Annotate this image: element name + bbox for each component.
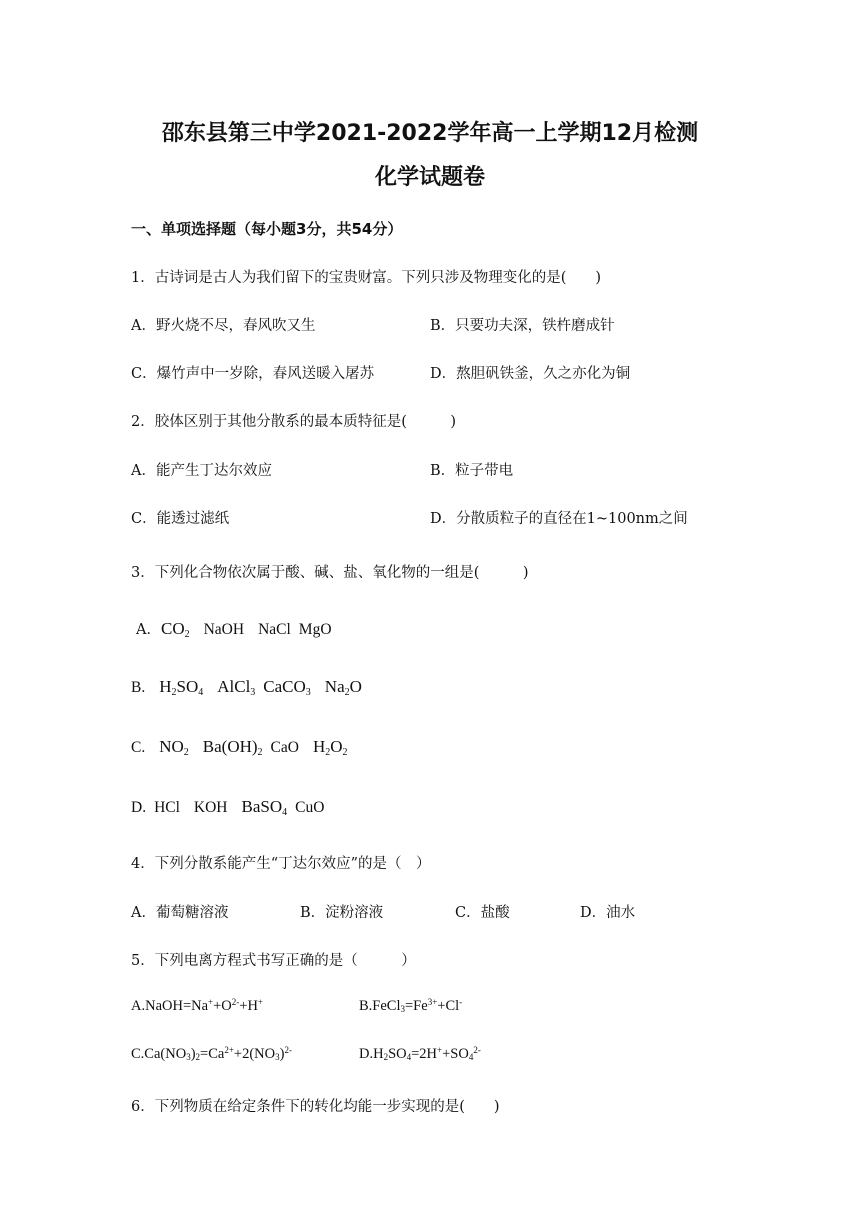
question-5-option-a: $A.NaOH=Na^++O^{2-}+H^+$ [131, 997, 263, 1014]
question-5-option-c: $C.Ca(NO_3)_2=Ca^{2+}+2(NO_3)^{2-}$ [131, 1045, 292, 1062]
question-2-option-d: D．分散质粒子的直径在1~100nm之间 [430, 511, 688, 527]
question-5-option-b: $B.FeCl_3=Fe^{3+}+Cl^-$ [359, 997, 463, 1014]
question-5-stem: 5．下列电离方程式书写正确的是（ ） [131, 953, 416, 969]
question-4-option-b: B．淀粉溶液 [300, 905, 384, 921]
question-3-option-c: C. $NO_2$ $Ba(OH)_2$ CaO $H_2O_2$ [131, 737, 348, 758]
question-3-option-a: A．$CO_2$ NaOH NaCl MgO [136, 619, 332, 640]
page-title: 邵东县第三中学2021-2022学年高一上学期12月检测 [161, 121, 699, 146]
question-2-option-a: A．能产生丁达尔效应 [131, 463, 272, 479]
option-label: C. [131, 739, 146, 756]
question-1-stem: 1．古诗词是古人为我们留下的宝贵财富。下列只涉及物理变化的是( ) [131, 270, 602, 286]
question-2-option-b: B．粒子带电 [430, 463, 514, 479]
question-4-option-d: D．油水 [580, 905, 636, 921]
question-1-option-b: B．只要功夫深，铁杵磨成针 [430, 318, 615, 334]
question-4-stem: 4．下列分散系能产生“丁达尔效应”的是（ ） [131, 856, 431, 872]
question-2-option-c: C．能透过滤纸 [131, 511, 230, 527]
page-subtitle: 化学试题卷 [374, 165, 485, 190]
question-3-option-d: D. HCl KOH BaSO$_4$ CuO [131, 797, 325, 818]
question-1-option-d: D．熬胆矾铁釜，久之亦化为铜 [430, 366, 631, 382]
question-1-option-c: C．爆竹声中一岁除，春风送暖入屠苏 [131, 366, 375, 382]
option-label: A． [136, 622, 161, 638]
question-5-option-d: $D.H_2SO_4=2H^++SO_4^{2-}$ [359, 1045, 481, 1062]
option-label: D. [131, 799, 147, 816]
question-4-option-c: C．盐酸 [455, 905, 510, 921]
question-1-option-a: A．野火烧不尽，春风吹又生 [131, 318, 316, 334]
option-label: B. [131, 679, 146, 696]
section-heading: 一、单项选择题（每小题3分，共54分） [131, 220, 403, 238]
question-2-stem: 2．胶体区别于其他分散系的最本质特征是( ) [131, 414, 457, 430]
question-4-option-a: A．葡萄糖溶液 [131, 905, 229, 921]
question-3-stem: 3．下列化合物依次属于酸、碱、盐、氧化物的一组是( ) [131, 565, 529, 581]
question-3-option-b: B. $H_2SO_4$ AlCl$_3$ CaCO$_3$ $Na_2O$ [131, 677, 362, 698]
question-6-stem: 6．下列物质在给定条件下的转化均能一步实现的是( ) [131, 1099, 500, 1115]
